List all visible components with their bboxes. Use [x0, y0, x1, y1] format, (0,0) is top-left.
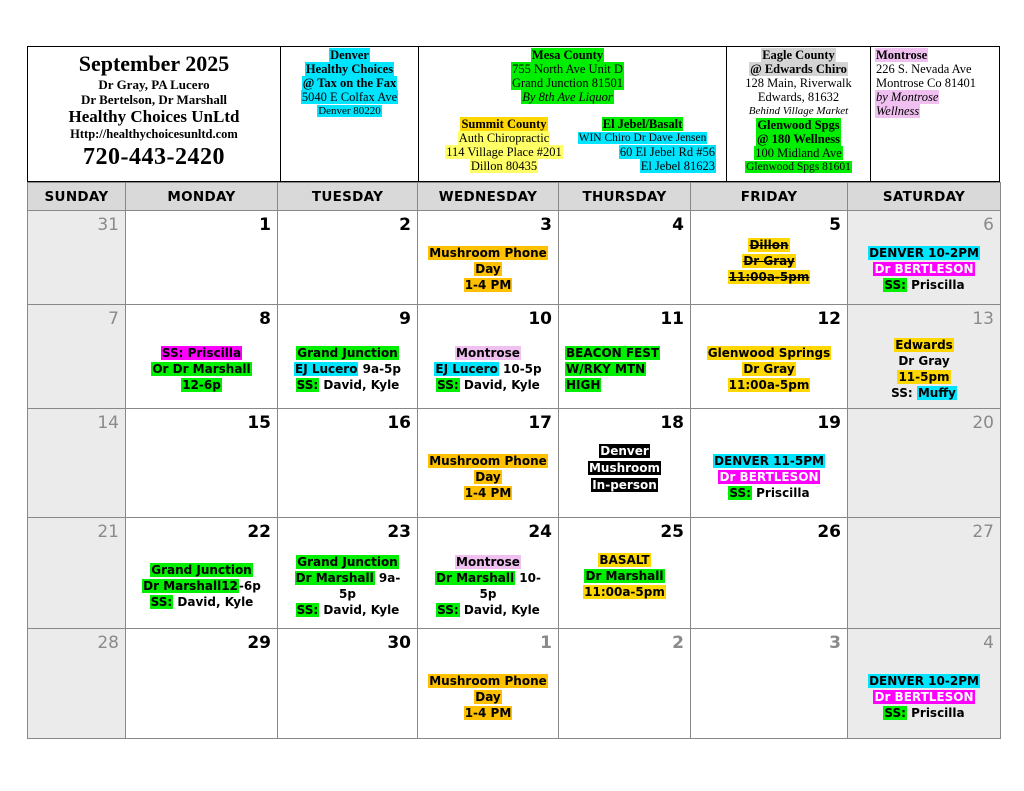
day-number: 20	[972, 412, 994, 433]
weekday-tuesday: TUESDAY	[278, 183, 418, 211]
denver-line3: @ Tax on the Fax	[302, 76, 397, 90]
day-cell[interactable]	[848, 518, 1001, 628]
day-cell[interactable]	[126, 305, 278, 408]
event-basalt	[563, 552, 686, 600]
event-line: Dr BERTLESON	[874, 689, 974, 704]
day-cell[interactable]	[559, 408, 691, 517]
eljebel-title: El Jebel/Basalt	[602, 117, 683, 131]
montrose-city: Montrose Co 81401	[876, 76, 976, 90]
day-cell[interactable]	[28, 305, 126, 408]
event-edwards	[852, 337, 996, 401]
day-number: 4	[672, 215, 684, 235]
event-line: Edwards	[895, 338, 953, 353]
event-text: 10-5p	[498, 362, 542, 377]
event-line: DENVER 10-2PM	[869, 246, 979, 260]
event-line: EJ Lucero	[295, 362, 358, 377]
summit-title: Summit County	[461, 117, 547, 131]
event-line: BEACON FEST	[566, 346, 660, 361]
day-cell[interactable]	[848, 211, 1001, 305]
day-cell[interactable]	[848, 408, 1001, 517]
location-eagle-glenwood	[726, 47, 871, 181]
day-cell[interactable]	[278, 305, 418, 408]
day-number: 15	[247, 412, 271, 433]
day-cell[interactable]	[278, 408, 418, 517]
providers-line-1: Dr Gray, PA Lucero	[98, 77, 210, 92]
day-number: 2	[672, 632, 684, 653]
event-dillon-cancelled	[695, 237, 843, 285]
day-number: 6	[983, 215, 994, 235]
event-mushroom-phone-day	[422, 453, 554, 501]
day-number: 3	[829, 632, 841, 653]
day-number: 5	[829, 215, 841, 235]
event-label: SS:	[884, 278, 906, 292]
location-denver	[281, 47, 419, 181]
mesa-title: Mesa County	[531, 48, 604, 62]
event-mushroom-phone-day	[422, 245, 554, 293]
event-label: SS:	[296, 603, 319, 618]
event-line: Grand Junction	[151, 563, 252, 578]
day-cell[interactable]	[28, 211, 126, 305]
event-denver-mushroom-in-person	[563, 443, 686, 494]
event-line: 11:00a-5pm	[584, 585, 665, 600]
month-title: September 2025	[78, 51, 230, 76]
event-line: W/RKY MTN	[566, 362, 646, 377]
event-text: Muffy	[917, 386, 956, 401]
event-line: Montrose	[456, 346, 520, 361]
day-cell[interactable]	[848, 628, 1001, 738]
event-text: David, Kyle	[459, 378, 540, 393]
glenwood-city: Glenwood Spgs 81601	[746, 161, 851, 173]
day-number: 22	[247, 522, 271, 543]
event-text: Priscilla	[751, 485, 810, 500]
eagle-line2: @ Edwards Chiro	[750, 62, 847, 76]
day-number: 10	[528, 309, 552, 330]
event-line: Mushroom Phone	[429, 453, 547, 468]
day-number: 19	[817, 412, 841, 433]
day-number: 1	[540, 632, 552, 653]
day-cell[interactable]	[848, 305, 1001, 408]
event-grand-junction	[282, 345, 413, 393]
event-line: Denver	[600, 443, 649, 458]
event-ss-priscilla	[130, 345, 273, 393]
website-link[interactable]: Http://healthychoicesunltd.com	[70, 127, 238, 141]
weekday-monday: MONDAY	[126, 183, 278, 211]
montrose-note2: Wellness	[876, 104, 920, 118]
eagle-city: Edwards, 81632	[757, 90, 840, 104]
mesa-city: Grand Junction 81501	[511, 76, 624, 90]
event-text: David, Kyle	[459, 603, 540, 618]
day-cell[interactable]	[691, 211, 848, 305]
eljebel-address: 60 El Jebel Rd #56	[619, 145, 715, 159]
day-number: 1	[259, 215, 271, 235]
event-line: SS: Priscilla	[161, 346, 242, 361]
event-line: Montrose	[456, 555, 520, 570]
day-number: 26	[817, 522, 841, 543]
day-number: 2	[399, 215, 411, 235]
day-cell[interactable]	[126, 408, 278, 517]
day-cell[interactable]	[28, 518, 126, 628]
event-line: HIGH	[566, 378, 601, 393]
week-row	[28, 408, 1001, 517]
weekday-header-row	[28, 183, 1001, 211]
event-text: 5p	[479, 587, 497, 602]
event-text: 9a-	[374, 571, 401, 586]
day-cell[interactable]	[418, 408, 559, 517]
weekday-sunday: SUNDAY	[28, 183, 126, 211]
event-label: SS:	[437, 378, 459, 393]
day-number: 29	[247, 632, 271, 653]
week-row	[28, 211, 1001, 305]
day-cell[interactable]	[278, 518, 418, 628]
day-number: 24	[528, 522, 552, 543]
day-cell[interactable]	[559, 305, 691, 408]
event-line: DENVER 10-2PM	[869, 673, 979, 688]
event-label: SS:	[884, 705, 906, 720]
eagle-address: 128 Main, Riverwalk	[745, 76, 852, 90]
weekday-wednesday: WEDNESDAY	[418, 183, 559, 211]
week-row	[28, 305, 1001, 408]
denver-line2: Healthy Choices	[305, 62, 394, 76]
day-number: 12	[817, 309, 841, 330]
summit-city: Dillon 80435	[470, 159, 538, 173]
event-glenwood-springs	[695, 345, 843, 393]
eljebel-block	[569, 117, 716, 173]
event-line: Dr Gray	[743, 254, 795, 268]
event-denver	[852, 245, 996, 293]
event-line: 1-4 PM	[464, 485, 512, 500]
event-line: Dillon	[749, 238, 789, 252]
day-cell[interactable]	[559, 211, 691, 305]
summit-block	[419, 117, 589, 173]
event-line: Mushroom	[588, 460, 661, 475]
event-denver	[695, 453, 843, 501]
eagle-title: Eagle County	[762, 48, 835, 62]
business-name: Healthy Choices UnLtd	[68, 107, 240, 126]
event-line: Mushroom Phone	[429, 673, 547, 688]
day-cell[interactable]	[278, 211, 418, 305]
weekday-friday: FRIDAY	[691, 183, 848, 211]
day-number: 25	[660, 522, 684, 543]
day-cell[interactable]	[691, 305, 848, 408]
event-label: SS:	[729, 485, 751, 500]
event-line: Dr Marshall	[436, 571, 515, 586]
day-cell[interactable]	[28, 628, 126, 738]
eljebel-line2: WIN Chiro Dr Dave Jensen	[578, 132, 707, 144]
event-denver	[852, 673, 996, 721]
glenwood-title: Glenwood Spgs	[757, 118, 840, 132]
event-line: Day	[475, 689, 501, 704]
day-number: 8	[259, 309, 271, 330]
event-line: DENVER 11-5PM	[714, 453, 824, 468]
event-line: Grand Junction	[297, 346, 398, 361]
event-mushroom-phone-day	[422, 673, 554, 721]
day-number: 11	[660, 309, 684, 330]
day-number: 21	[97, 522, 119, 543]
day-number: 18	[660, 412, 684, 433]
glenwood-line2: @ 180 Wellness	[757, 132, 840, 146]
day-number: 30	[387, 632, 411, 653]
summit-line2: Auth Chiropractic	[458, 131, 550, 145]
event-text: David, Kyle	[319, 378, 400, 393]
event-line: Mushroom Phone	[429, 246, 547, 260]
event-line: 1-4 PM	[464, 705, 512, 720]
day-number: 23	[387, 522, 411, 543]
day-cell[interactable]	[418, 518, 559, 628]
event-text: Priscilla	[906, 278, 965, 292]
event-line: 11:00a-5pm	[728, 378, 810, 393]
location-mesa-summit-eljebel	[419, 47, 716, 181]
summit-address: 114 Village Place #201	[446, 145, 562, 159]
event-text: 5p	[339, 587, 356, 602]
weekday-thursday: THURSDAY	[559, 183, 691, 211]
event-text: Priscilla	[906, 705, 965, 720]
day-cell[interactable]	[691, 518, 848, 628]
event-line: EJ Lucero	[435, 362, 498, 377]
event-label: SS:	[437, 603, 459, 618]
event-line: Glenwood Springs	[707, 346, 831, 361]
week-row	[28, 518, 1001, 628]
day-number: 17	[528, 412, 552, 433]
montrose-address: 226 S. Nevada Ave	[876, 62, 972, 76]
day-number: 14	[97, 412, 119, 433]
denver-city: Denver 80220	[318, 105, 381, 117]
event-line: Dr Gray	[743, 362, 795, 377]
providers-line-2: Dr Bertelson, Dr Marshall	[80, 92, 228, 107]
event-line: Or Dr Marshall	[152, 362, 251, 377]
day-number: 3	[540, 215, 552, 235]
event-line: Dr Marshall	[585, 569, 664, 584]
event-label: SS:	[891, 386, 913, 401]
day-cell[interactable]	[418, 211, 559, 305]
event-line: Dr Marshall	[295, 571, 374, 586]
event-grand-junction	[282, 554, 413, 618]
event-line: Dr Marshall12	[143, 579, 238, 594]
event-line: Grand Junction	[297, 555, 398, 570]
event-line: 12-6p	[182, 378, 221, 393]
day-cell[interactable]	[559, 518, 691, 628]
event-line: BASALT	[599, 553, 650, 568]
denver-title: Denver	[330, 48, 369, 62]
event-beacon-fest	[565, 345, 686, 393]
event-line: 1-4 PM	[464, 278, 512, 292]
eljebel-city: El Jebel 81623	[640, 159, 715, 173]
montrose-note1: by Montrose	[876, 90, 939, 104]
event-montrose	[422, 345, 554, 393]
day-number: 16	[387, 412, 411, 433]
weekday-saturday: SATURDAY	[848, 183, 1001, 211]
event-line: 11-5pm	[898, 370, 950, 385]
location-montrose	[871, 47, 1001, 181]
title-block	[28, 47, 281, 181]
glenwood-address: 100 Midland Ave	[755, 146, 842, 160]
day-number: 13	[972, 309, 994, 330]
event-text: -6p	[238, 579, 261, 594]
day-number: 28	[97, 632, 119, 653]
event-line: Dr BERTLESON	[719, 469, 819, 484]
day-cell[interactable]	[418, 628, 559, 738]
day-cell[interactable]	[126, 628, 278, 738]
day-cell[interactable]	[126, 518, 278, 628]
phone-number: 720-443-2420	[83, 144, 225, 170]
day-cell[interactable]	[559, 628, 691, 738]
day-cell[interactable]	[28, 408, 126, 517]
calendar-header	[27, 46, 1000, 182]
day-cell[interactable]	[126, 211, 278, 305]
event-text: David, Kyle	[319, 603, 400, 618]
day-number: 27	[972, 522, 994, 543]
day-cell[interactable]	[691, 628, 848, 738]
event-line: In-person	[592, 477, 657, 492]
day-number: 7	[108, 309, 119, 330]
week-row	[28, 628, 1001, 738]
day-number: 9	[399, 309, 411, 330]
day-cell[interactable]	[278, 628, 418, 738]
event-text: 10-	[515, 571, 541, 586]
calendar-grid	[27, 182, 1001, 739]
montrose-title: Montrose	[876, 48, 928, 62]
event-grand-junction	[130, 562, 273, 610]
mesa-address: 755 North Ave Unit D	[512, 62, 623, 76]
event-line: Dr BERTLESON	[874, 262, 974, 276]
event-label: SS:	[296, 378, 319, 393]
event-label: SS:	[150, 595, 173, 610]
event-line: Dr Gray	[898, 354, 950, 369]
mesa-note: By 8th Ave Liquor	[522, 90, 613, 104]
event-text: 9a-5p	[358, 362, 401, 377]
event-text: David, Kyle	[173, 595, 254, 610]
event-line: Day	[475, 469, 501, 484]
day-cell[interactable]	[691, 408, 848, 517]
event-montrose	[422, 554, 554, 618]
day-cell[interactable]	[418, 305, 559, 408]
event-line: Day	[475, 262, 501, 276]
denver-address: 5040 E Colfax Ave	[301, 90, 398, 104]
eagle-note: Behind Village Market	[748, 105, 849, 117]
event-line: 11:00a-5pm	[728, 270, 810, 284]
day-number: 31	[97, 215, 119, 235]
day-number: 4	[983, 632, 994, 653]
